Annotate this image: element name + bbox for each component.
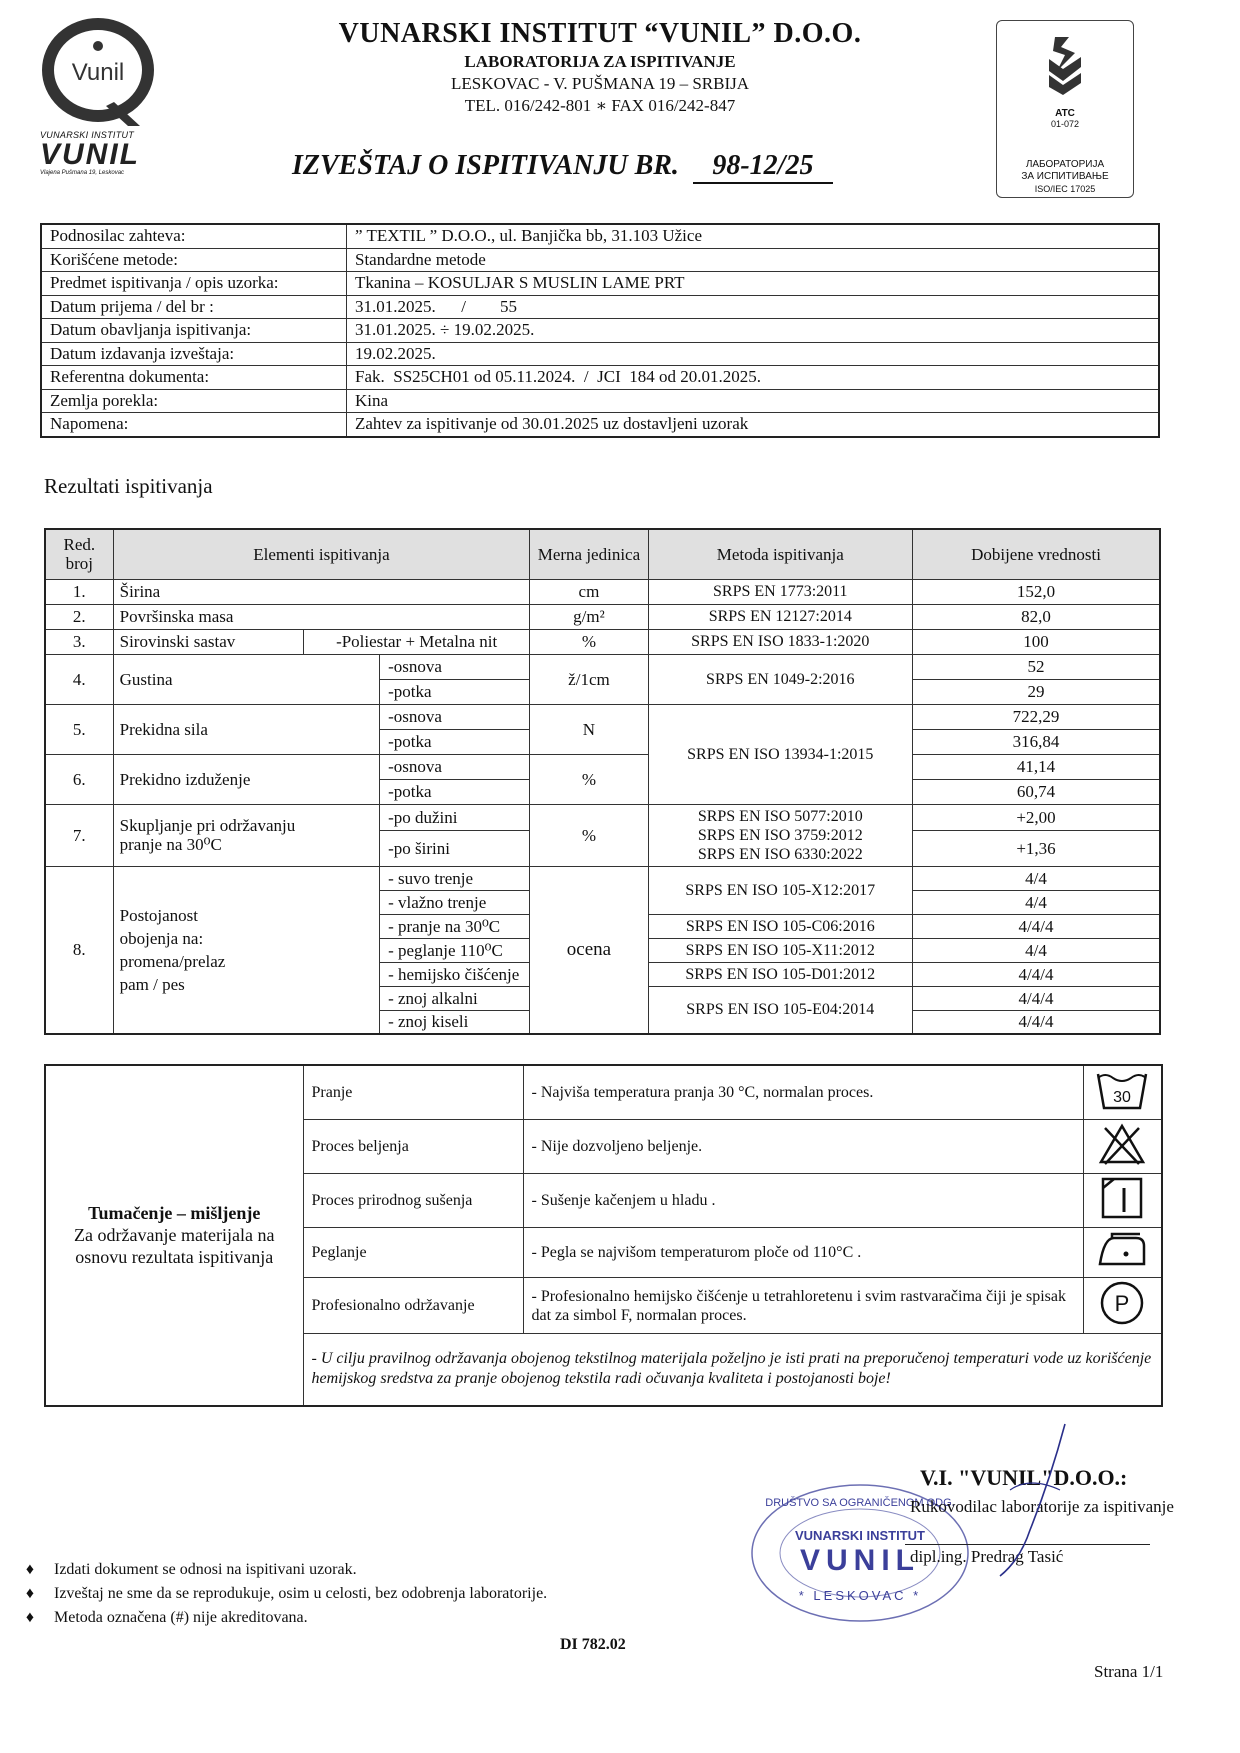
info-row — [41, 366, 1159, 390]
wash-temp-label: 30 — [1113, 1089, 1132, 1106]
care-key: Pranje — [303, 1065, 523, 1120]
method: SRPS EN ISO 105-X12:2017 — [648, 866, 912, 914]
element-name-line2: pranje na 30⁰C — [119, 835, 222, 854]
value: 52 — [913, 654, 1160, 679]
institute-title: VUNARSKI INSTITUT “VUNIL” D.O.O. — [338, 18, 862, 49]
signature-role: Rukovodilac laboratorije za ispitivanje — [910, 1497, 1174, 1516]
method: SRPS EN 1773:2011 — [648, 579, 912, 604]
unit: % — [530, 804, 648, 866]
row-no: 2. — [45, 604, 113, 629]
care-value: - Profesionalno hemijsko čišćenje u tetrahloretenu i svim rastvaračima čiji je spisak dat za simbol F, normalan proces. — [523, 1278, 1083, 1334]
element-sub: -potka — [380, 779, 530, 804]
method: SRPS EN ISO 13934-1:2015 — [648, 704, 912, 804]
logo-text: Vunil — [71, 59, 125, 86]
info-key: Datum obavljanja ispitivanja: — [41, 319, 347, 343]
element-sub: -po širini — [380, 830, 530, 866]
row-no: 3. — [45, 629, 113, 654]
element-name: Gustina — [113, 654, 379, 704]
value: 316,84 — [913, 729, 1160, 754]
element-name-line4: pam / pes — [119, 974, 185, 994]
method-line: SRPS EN ISO 5077:2010 — [697, 807, 863, 825]
info-row — [41, 413, 1159, 437]
value: 4/4 — [913, 866, 1160, 890]
element-name — [113, 866, 379, 1034]
value: 41,14 — [913, 754, 1160, 779]
col-header-value: Dobijene vrednosti — [913, 529, 1160, 579]
method-line: SRPS EN ISO 6330:2022 — [697, 845, 863, 863]
value: +2,00 — [913, 804, 1160, 830]
footnote-text: Izdati dokument se odnosi na ispitivani uzorak. — [54, 1561, 357, 1578]
report-title — [292, 150, 833, 184]
info-row — [41, 272, 1159, 296]
value: 4/4/4 — [913, 914, 1160, 938]
unit: N — [530, 704, 648, 754]
info-key: Datum izdavanja izveštaja: — [41, 342, 347, 366]
info-row — [41, 389, 1159, 413]
element-sub: - suvo trenje — [380, 866, 530, 890]
info-value: Tkanina – KOSULJAR S MUSLIN LAME PRT — [347, 272, 1160, 296]
info-key: Podnosilac zahteva: — [41, 224, 347, 248]
atc-label: ATC — [1055, 108, 1075, 119]
info-row — [41, 319, 1159, 343]
header-block — [260, 18, 940, 116]
element-name: Prekidna sila — [113, 704, 379, 754]
bullet-icon: ♦ — [25, 1561, 35, 1578]
info-value: Zahtev za ispitivanje od 30.01.2025 uz dostavljeni uzorak — [347, 413, 1160, 437]
element-name-line1: Skupljanje pri održavanju — [119, 816, 296, 835]
prof-symbol: P — [1114, 1291, 1130, 1316]
atc-line1: ЛАБОРАТОРИЈА — [1025, 159, 1105, 170]
element-name-line3: promena/prelaz — [119, 951, 226, 971]
value: 60,74 — [913, 779, 1160, 804]
unit: % — [530, 754, 648, 804]
method: SRPS EN ISO 105-X11:2012 — [648, 938, 912, 962]
col-header-unit: Merna jedinica — [530, 529, 648, 579]
info-row — [41, 342, 1159, 366]
col-header-element: Elementi ispitivanja — [113, 529, 530, 579]
element-name-line2: obojenja na: — [119, 928, 204, 948]
info-value: Standardne metode — [347, 248, 1160, 272]
signature-person: dipl.ing. Predrag Tasić — [910, 1547, 1064, 1566]
row-no: 4. — [45, 654, 113, 704]
info-key: Zemlja porekla: — [41, 389, 347, 413]
footnote-item — [6, 1606, 547, 1630]
element-sub: -osnova — [380, 754, 530, 779]
method: SRPS EN ISO 105-C06:2016 — [648, 914, 912, 938]
element-sub: - hemijsko čišćenje — [380, 962, 530, 986]
footnote-item — [6, 1558, 547, 1582]
care-note: - U cilju pravilnog održavanja obojenog tekstilnog materijala poželjno je isti prati na preporučenoj temperaturi vode uz korišćenje hemijskog sredstva za pranje obojenog tekstila radi očuvanja kvaliteta i postojanosti boje! — [303, 1334, 1162, 1406]
method: SRPS EN 1049-2:2016 — [648, 654, 912, 704]
stamp-bottom-text: * LESKOVAC * — [798, 1588, 922, 1603]
info-value: Fak. SS25CH01 od 05.11.2024. / JCI 184 od 20.01.2025. — [347, 366, 1160, 390]
institute-small: VUNARSKI INSTITUT — [40, 130, 135, 140]
document-code: DI 782.02 — [560, 1636, 626, 1653]
element-sub: -Poliestar + Metalna nit — [303, 629, 529, 654]
care-value: - Nije dozvoljeno beljenje. — [523, 1120, 1083, 1174]
table-row — [45, 654, 1160, 679]
unit: ž/1cm — [530, 654, 648, 704]
table-row — [45, 604, 1160, 629]
table-row — [45, 866, 1160, 890]
iron-icon — [1083, 1228, 1162, 1278]
element-sub: - vlažno trenje — [380, 890, 530, 914]
stamp-mid-text: VUNARSKI INSTITUT — [795, 1528, 925, 1543]
atc-logo-icon — [1035, 31, 1095, 101]
element-sub: -po dužini — [380, 804, 530, 830]
table-row — [45, 629, 1160, 654]
value: 4/4 — [913, 890, 1160, 914]
footnotes — [6, 1558, 547, 1630]
atc-line2: ЗА ИСПИТИВАЊЕ — [1021, 171, 1109, 182]
row-no: 7. — [45, 804, 113, 866]
report-label: IZVEŠTAJ O ISPITIVANJU BR. — [292, 150, 679, 181]
results-title: Rezultati ispitivanja — [44, 474, 213, 498]
atc-line3: ISO/IEC 17025 — [1034, 184, 1096, 194]
row-no: 1. — [45, 579, 113, 604]
institute-logo — [36, 18, 162, 128]
care-key: Proces prirodnog sušenja — [303, 1174, 523, 1228]
handwritten-signature — [950, 1420, 1100, 1580]
method — [648, 804, 912, 866]
wash-30-icon — [1083, 1065, 1162, 1120]
method: SRPS EN ISO 105-D01:2012 — [648, 962, 912, 986]
table-row — [45, 804, 1160, 830]
unit: % — [530, 629, 648, 654]
care-opinion-table — [44, 1064, 1163, 1407]
care-key: Profesionalno održavanje — [303, 1278, 523, 1334]
care-value: - Pegla se najvišom temperaturom ploče od 110°C . — [523, 1228, 1083, 1278]
value: 4/4 — [913, 938, 1160, 962]
element-name — [113, 804, 379, 866]
method: SRPS EN 12127:2014 — [648, 604, 912, 629]
element-name: Prekidno izduženje — [113, 754, 379, 804]
value: 4/4/4 — [913, 1010, 1160, 1034]
unit: g/m² — [530, 604, 648, 629]
table-row — [45, 754, 1160, 779]
info-key: Korišćene metode: — [41, 248, 347, 272]
element-sub: -potka — [380, 729, 530, 754]
footnote-item — [6, 1582, 547, 1606]
value: 722,29 — [913, 704, 1160, 729]
info-key: Datum prijema / del br : — [41, 295, 347, 319]
info-value: 31.01.2025. ÷ 19.02.2025. — [347, 319, 1160, 343]
value: 29 — [913, 679, 1160, 704]
method: SRPS EN ISO 1833-1:2020 — [648, 629, 912, 654]
phone: TEL. 016/242-801 ∗ FAX 016/242-847 — [464, 96, 736, 115]
address: LESKOVAC - V. PUŠMANA 19 – SRBIJA — [450, 74, 750, 93]
info-row — [41, 295, 1159, 319]
line-dry-shade-icon — [1083, 1174, 1162, 1228]
value: 4/4/4 — [913, 962, 1160, 986]
table-row — [45, 579, 1160, 604]
results-header-row — [45, 529, 1160, 579]
accreditation-badge — [996, 20, 1134, 198]
results-table — [44, 528, 1161, 1035]
value: 4/4/4 — [913, 986, 1160, 1010]
method-line: SRPS EN ISO 3759:2012 — [697, 826, 863, 844]
value: 100 — [913, 629, 1160, 654]
info-row — [41, 248, 1159, 272]
row-no: 5. — [45, 704, 113, 754]
care-value: - Sušenje kačenjem u hladu . — [523, 1174, 1083, 1228]
stamp-top-text: DRUŠTVO SA OGRANIČENOM ODG. — [765, 1497, 955, 1509]
opinion-heading — [45, 1065, 303, 1406]
info-key: Napomena: — [41, 413, 347, 437]
element-name: Širina — [113, 579, 530, 604]
value: +1,36 — [913, 830, 1160, 866]
stamp-big-text: VUNIL — [800, 1544, 920, 1577]
element-name-line1: Postojanost — [119, 905, 199, 925]
info-key: Referentna dokumenta: — [41, 366, 347, 390]
unit: ocena — [530, 866, 648, 1034]
institute-wordmark — [40, 130, 180, 176]
value: 152,0 — [913, 579, 1160, 604]
element-sub: - pranje na 30⁰C — [380, 914, 530, 938]
element-name: Sirovinski sastav — [113, 629, 303, 654]
institute-address: Vlajena Pušmana 19, Leskovac — [40, 170, 125, 176]
info-value: 31.01.2025. / 55 — [347, 295, 1160, 319]
method: SRPS EN ISO 105-E04:2014 — [648, 986, 912, 1034]
signature-company: V.I. "VUNIL"D.O.O.: — [920, 1465, 1128, 1490]
element-sub: - znoj alkalni — [380, 986, 530, 1010]
info-key: Predmet ispitivanja / opis uzorka: — [41, 272, 347, 296]
footnote-text: Izveštaj ne sme da se reprodukuje, osim u celosti, bez odobrenja laboratorije. — [54, 1585, 548, 1602]
opinion-subtitle: Za održavanje materijala na osnovu rezultata ispitivanja — [74, 1225, 275, 1268]
element-name: Površinska masa — [113, 604, 530, 629]
info-value: 19.02.2025. — [347, 342, 1160, 366]
row-no: 8. — [45, 866, 113, 1034]
info-value: ” TEXTIL ” D.O.O., ul. Banjička bb, 31.103 Užice — [347, 224, 1160, 248]
institute-big: VUNIL — [40, 138, 140, 171]
professional-cleaning-icon — [1083, 1278, 1162, 1334]
no-bleach-icon — [1083, 1120, 1162, 1174]
row-no: 6. — [45, 754, 113, 804]
bullet-icon: ♦ — [25, 1585, 35, 1602]
bullet-icon: ♦ — [25, 1609, 35, 1626]
element-sub: -osnova — [380, 704, 530, 729]
unit: cm — [530, 579, 648, 604]
lab-name: LABORATORIJA ZA ISPITIVANJE — [464, 52, 736, 71]
care-key: Peglanje — [303, 1228, 523, 1278]
table-row — [45, 704, 1160, 729]
page-number: Strana 1/1 — [1094, 1662, 1164, 1681]
care-key: Proces beljenja — [303, 1120, 523, 1174]
col-header-method: Metoda ispitivanja — [648, 529, 912, 579]
request-info-table — [40, 223, 1160, 438]
footnote-text: Metoda označena (#) nije akreditovana. — [54, 1609, 308, 1626]
element-sub: - peglanje 110⁰C — [380, 938, 530, 962]
opinion-title: Tumačenje – mišljenje — [88, 1203, 261, 1224]
info-row — [41, 224, 1159, 248]
element-sub: - znoj kiseli — [380, 1010, 530, 1034]
care-row — [45, 1065, 1162, 1120]
care-value: - Najviša temperatura pranja 30 °C, normalan proces. — [523, 1065, 1083, 1120]
info-value: Kina — [347, 389, 1160, 413]
col-header-no: Red. broj — [45, 529, 113, 579]
atc-number: 01-072 — [1050, 119, 1080, 129]
value: 82,0 — [913, 604, 1160, 629]
element-sub: -potka — [380, 679, 530, 704]
report-number: 98-12/25 — [693, 150, 833, 184]
element-sub: -osnova — [380, 654, 530, 679]
